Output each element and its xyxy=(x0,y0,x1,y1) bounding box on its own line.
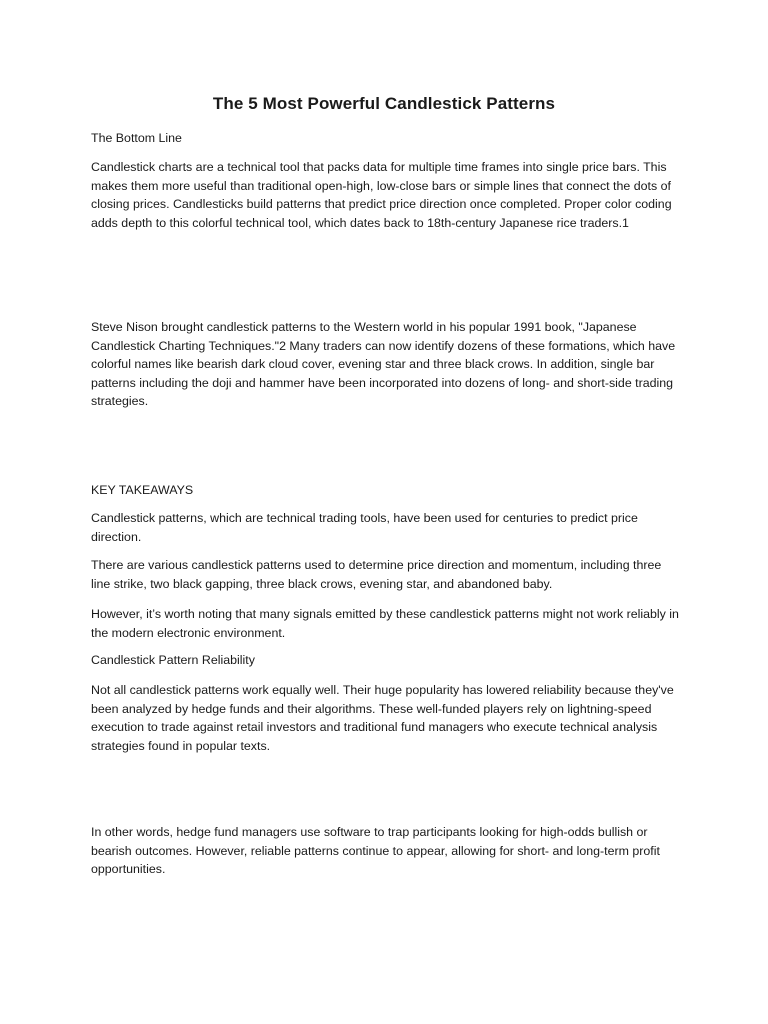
paragraph-nison: Steve Nison brought candlestick patterns to the Western world in his popular 1991 book, "Japanese Candlestick Charting Techniques."2 Many traders can now identify dozens of these formations, which have colorful names like bearish dark cloud cover, evening star and three black crows. In addition, single bar patterns including the doji and hammer have been incorporated into dozens of long- and short-side trading strategies. xyxy=(91,320,676,408)
paragraph-reliability: Not all candlestick patterns work equally well. Their huge popularity has lowered reliability because they've been analyzed by hedge funds and their algorithms. These well-funded players rely on lightning-speed execution to trade against retail investors and traditional fund managers who execute technical analysis strategies found in popular texts. xyxy=(91,683,674,753)
paragraph-intro: Candlestick charts are a technical tool that packs data for multiple time frames into single price bars. This makes them more useful than traditional open-high, low-close bars or simple lines that connect the dots of closing prices. Candlesticks build patterns that predict price direction once completed. Proper color coding adds depth to this colorful technical tool, which dates back to 18th-century Japanese rice traders.1 xyxy=(91,160,672,230)
takeaway-paragraph-2: There are various candlestick patterns used to determine price direction and momentum, including three line strike, two black gapping, three black crows, evening star, and abandoned baby. xyxy=(91,558,662,591)
takeaway-paragraph-3: However, it’s worth noting that many signals emitted by these candlestick patterns might not work reliably in the modern electronic environment. xyxy=(91,607,679,640)
section-heading-bottom-line: The Bottom Line xyxy=(91,131,182,145)
section-heading-reliability: Candlestick Pattern Reliability xyxy=(91,653,255,667)
document-title: The 5 Most Powerful Candlestick Patterns xyxy=(212,94,556,113)
section-heading-key-takeaways: KEY TAKEAWAYS xyxy=(91,483,194,497)
takeaway-paragraph-1: Candlestick patterns, which are technical trading tools, have been used for centuries to predict price direction. xyxy=(91,511,638,544)
paragraph-other-words: In other words, hedge fund managers use software to trap participants looking for high-odds bullish or bearish outcomes. However, reliable patterns continue to appear, allowing for short- and long-term profit opportunities. xyxy=(91,825,660,876)
